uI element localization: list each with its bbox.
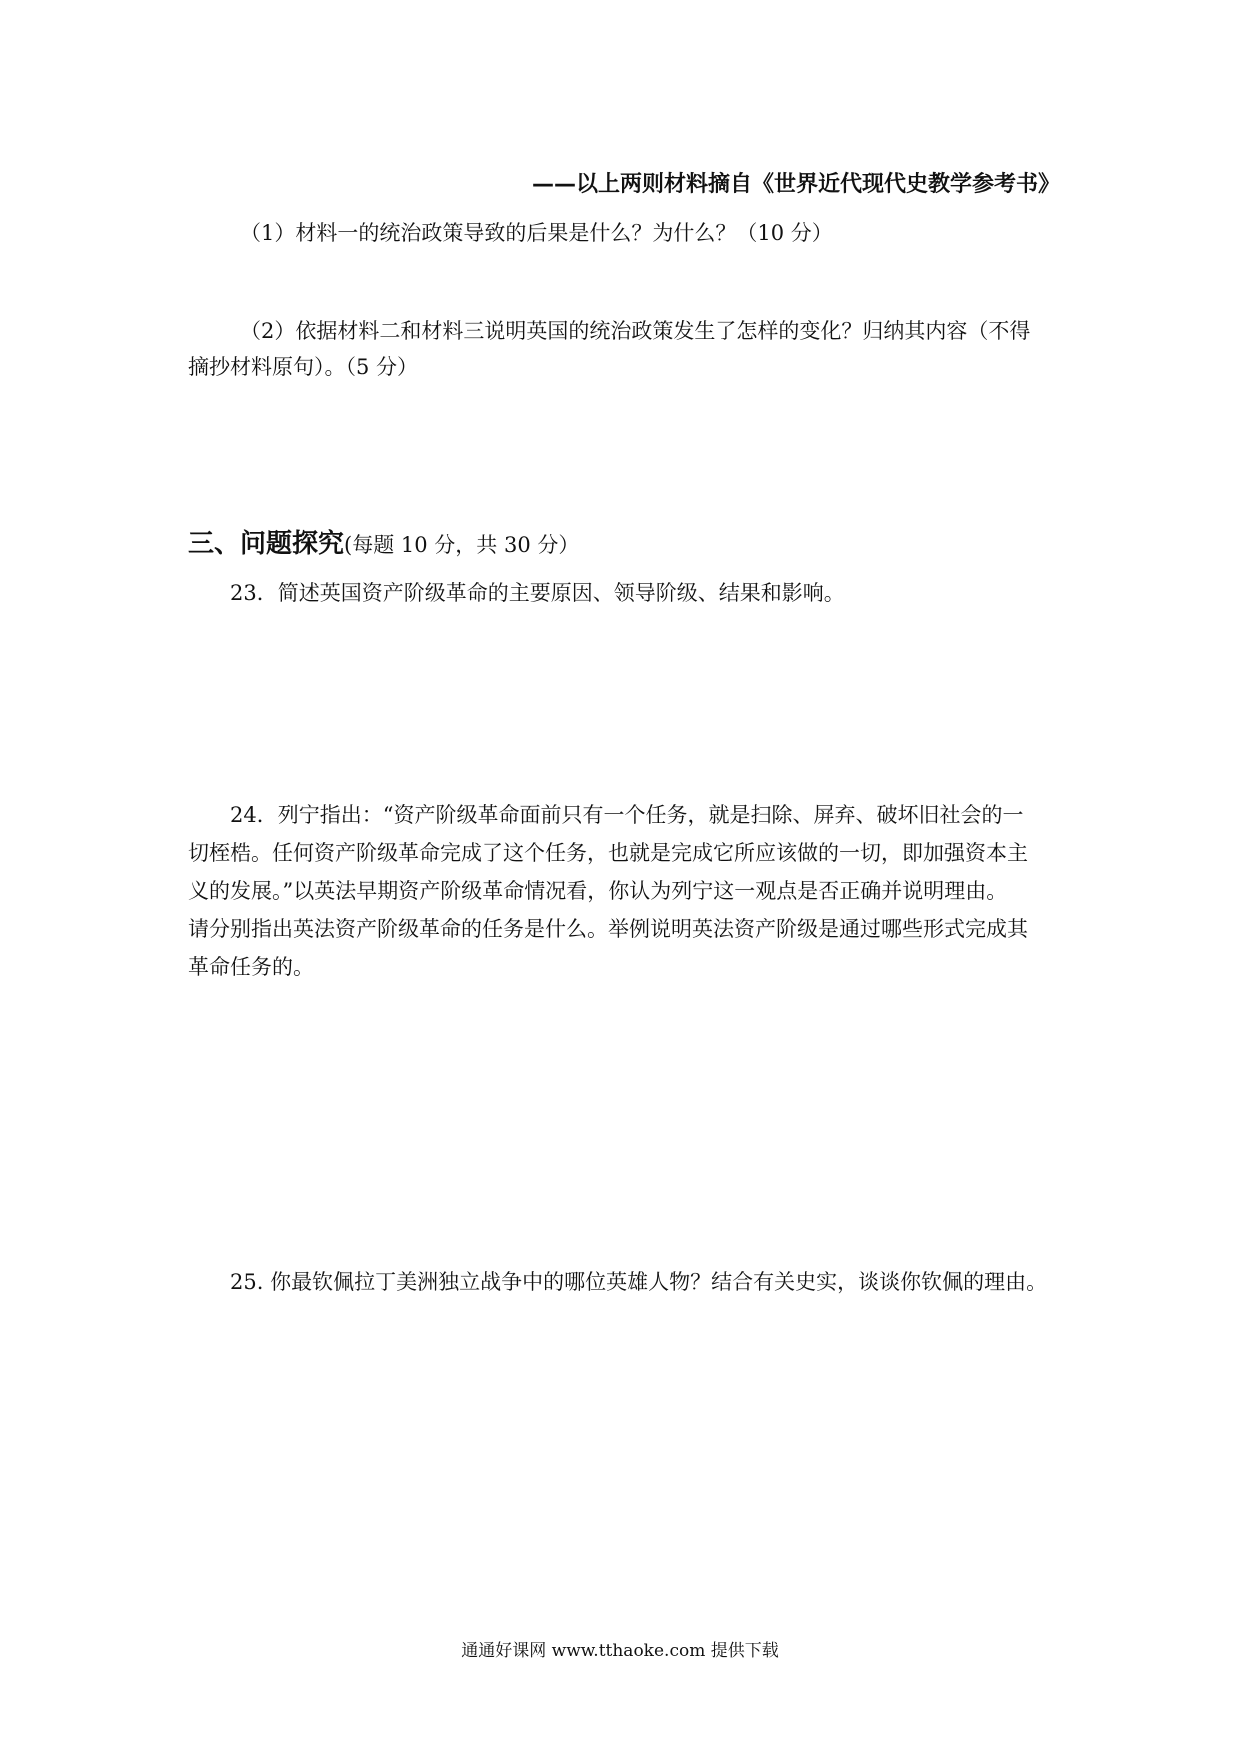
question-2-prompt-line-2: 摘抄材料原句）。（5 分）: [188, 355, 419, 379]
question-2-prompt-line-1: （2）依据材料二和材料三说明英国的统治政策发生了怎样的变化？归纳其内容（不得: [240, 319, 1031, 343]
section-3-title: 三、问题探究: [188, 529, 345, 559]
material-source-note: ——以上两则材料摘自《世界近代现代史教学参考书》: [532, 172, 1061, 197]
page-footer: 通通好课网 www.tthaoke.com 提供下载: [461, 1641, 779, 1661]
question-24-line-3: 义的发展。”以英法早期资产阶级革命情况看，你认为列宁这一观点是否正确并说明理由。: [188, 879, 1008, 903]
question-24-line-2: 切桎梏。任何资产阶级革命完成了这个任务，也就是完成它所应该做的一切，即加强资本主: [188, 841, 1028, 865]
question-23: 23．简述英国资产阶级革命的主要原因、领导阶级、结果和影响。: [230, 581, 845, 605]
question-25: 25. 你最钦佩拉丁美洲独立战争中的哪位英雄人物？结合有关史实，谈谈你钦佩的理由。: [230, 1270, 1048, 1294]
section-3-score-note: (每题 10 分，共 30 分）: [344, 533, 580, 557]
question-24-line-1: 24．列宁指出：“资产阶级革命面前只有一个任务，就是扫除、屏弃、破坏旧社会的一: [230, 803, 1024, 827]
question-1-prompt: （1）材料一的统治政策导致的后果是什么？为什么？（10 分）: [240, 221, 833, 245]
question-24-line-4: 请分别指出英法资产阶级革命的任务是什么。举例说明英法资产阶级是通过哪些形式完成其: [188, 917, 1028, 941]
section-3-heading: [188, 526, 579, 565]
question-24-line-5: 革命任务的。: [188, 955, 314, 979]
